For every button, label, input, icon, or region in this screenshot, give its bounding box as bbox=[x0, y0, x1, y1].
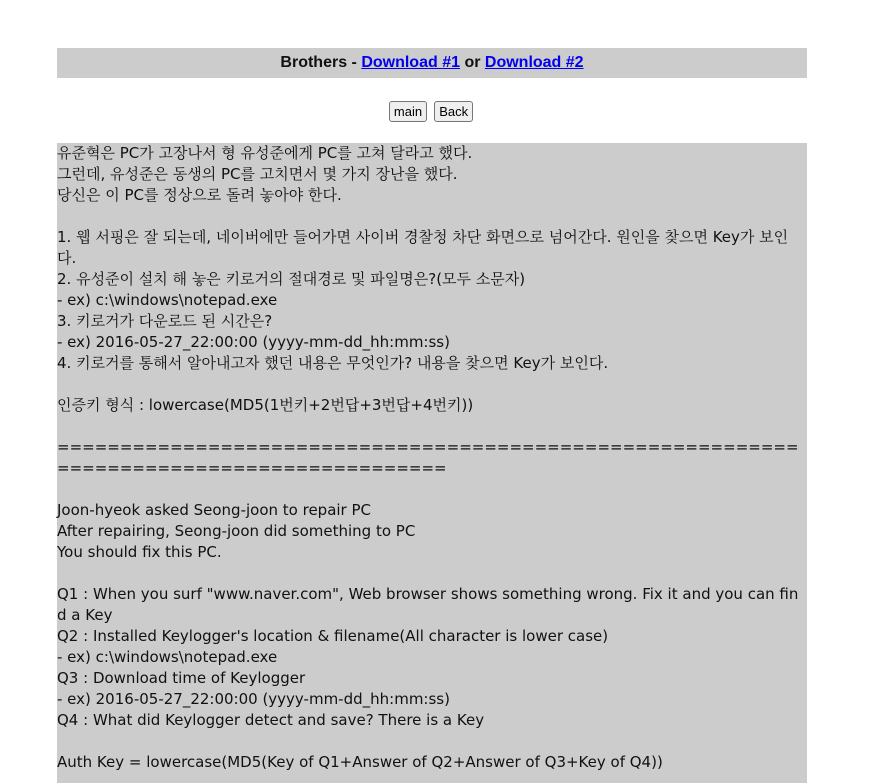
description-line bbox=[57, 206, 807, 227]
challenge-title-bar bbox=[57, 48, 807, 78]
description-line: Q3 : Download time of Keylogger bbox=[57, 669, 306, 687]
title-separator-or: or bbox=[460, 54, 485, 71]
description-line: You should fix this PC. bbox=[57, 543, 222, 561]
description-line: 4. 키로거를 통해서 알아내고자 했던 내용은 무엇인가? 내용을 찾으면 Key가 보인다. bbox=[57, 354, 609, 372]
description-line: After repairing, Seong-joon did something to PC bbox=[57, 522, 416, 540]
description-line bbox=[57, 416, 807, 437]
description-line: Q4 : What did Keylogger detect and save? There is a Key bbox=[57, 711, 485, 729]
description-line: 3. 키로거가 다운로드 된 시간은? bbox=[57, 312, 273, 330]
description-line bbox=[57, 374, 807, 395]
main-button[interactable]: main bbox=[389, 101, 427, 122]
back-button[interactable]: Back bbox=[434, 101, 473, 122]
description-line: - ex) 2016-05-27_22:00:00 (yyyy-mm-dd_hh:mm:ss) bbox=[57, 333, 450, 351]
download-link-2[interactable]: Download #2 bbox=[484, 54, 584, 71]
nav-buttons bbox=[0, 101, 862, 122]
description-line bbox=[57, 479, 807, 500]
description-line: 1. 웹 서핑은 잘 되는데, 네이버에만 들어가면 사이버 경찰청 차단 화면으로 넘어간다. 원인을 찾으면 Key가 보인다. bbox=[57, 228, 789, 267]
description-line bbox=[57, 563, 807, 584]
description-line: - ex) 2016-05-27_22:00:00 (yyyy-mm-dd_hh:mm:ss) bbox=[57, 690, 450, 708]
description-line: Q2 : Installed Keylogger's location & filename(All character is lower case) bbox=[57, 627, 609, 645]
description-line: Q1 : When you surf "www.naver.com", Web browser shows something wrong. Fix it and you can find a Key bbox=[57, 585, 799, 624]
description-line: 인증키 형식 : lowercase(MD5(1번키+2번답+3번답+4번키)) bbox=[57, 396, 474, 414]
description-line: - ex) c:\windows\notepad.exe bbox=[57, 291, 278, 309]
description-line: 유준혁은 PC가 고장나서 형 유성준에게 PC를 고쳐 달라고 했다. bbox=[57, 144, 473, 162]
description-line: Auth Key = lowercase(MD5(Key of Q1+Answer of Q2+Answer of Q3+Key of Q4)) bbox=[57, 753, 663, 771]
title-separator: - bbox=[347, 54, 362, 71]
description-line: - ex) c:\windows\notepad.exe bbox=[57, 648, 278, 666]
download-link-1[interactable]: Download #1 bbox=[361, 54, 460, 71]
description-line: Joon-hyeok asked Seong-joon to repair PC bbox=[57, 501, 372, 519]
challenge-title: Brothers bbox=[280, 54, 348, 71]
description-line: ========================================================================================== bbox=[57, 438, 799, 477]
description-line: 2. 유성준이 설치 해 놓은 키로거의 절대경로 및 파일명은?(모두 소문자) bbox=[57, 270, 526, 288]
description-line bbox=[57, 731, 807, 752]
challenge-description bbox=[57, 143, 807, 783]
description-line: 그런데, 유성준은 동생의 PC를 고치면서 몇 가지 장난을 했다. bbox=[57, 165, 458, 183]
description-line: 당신은 이 PC를 정상으로 돌려 놓아야 한다. bbox=[57, 186, 342, 204]
